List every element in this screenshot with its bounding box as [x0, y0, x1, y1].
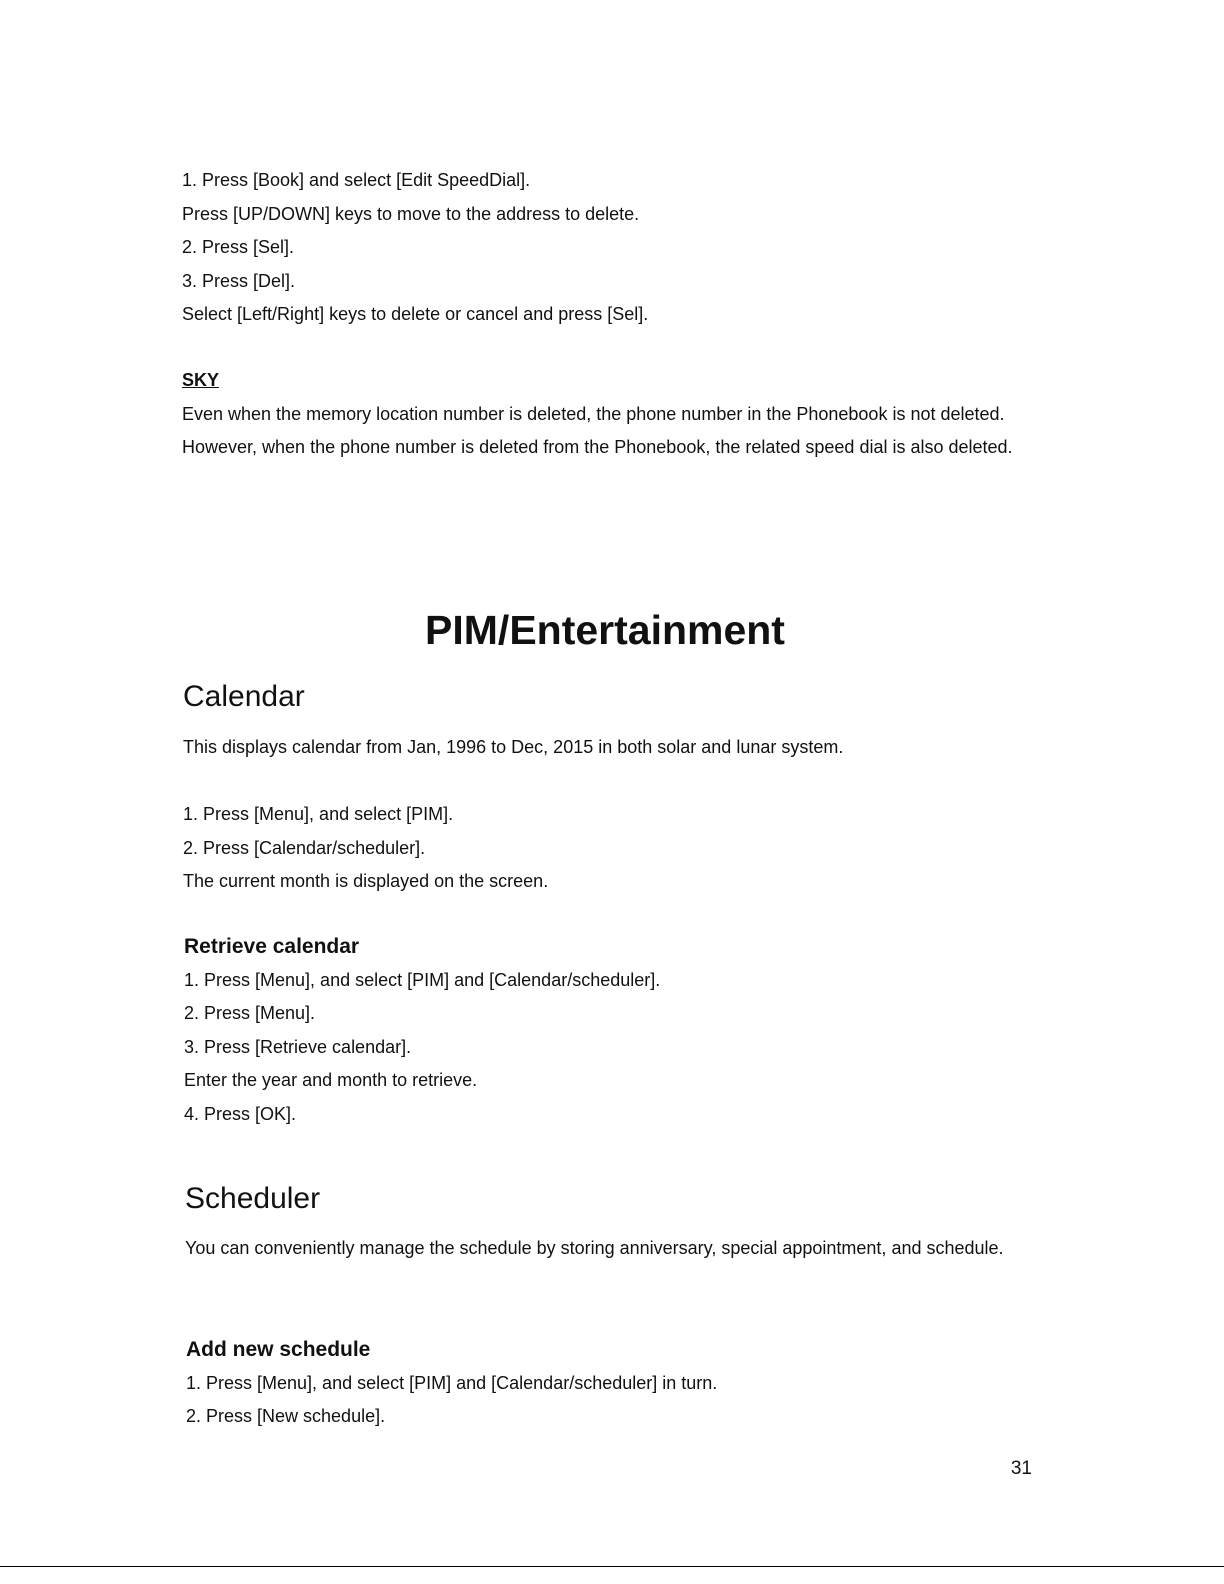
note-paragraph: However, when the phone number is deleted from the Phonebook, the related speed dial is also deleted.	[182, 437, 1013, 457]
step-line: The current month is displayed on the screen.	[183, 871, 549, 891]
calendar-heading: Calendar	[183, 680, 305, 713]
step-line: Press [UP/DOWN] keys to move to the address to delete.	[182, 203, 640, 224]
page-number: 31	[1010, 1458, 1032, 1479]
calendar-intro-block	[183, 731, 1029, 765]
retrieve-calendar-section	[184, 930, 1030, 1131]
step-line: 1. Press [Book] and select [Edit SpeedDial].	[182, 170, 531, 190]
note-label: SKY	[182, 370, 220, 390]
note-paragraph: Even when the memory location number is deleted, the phone number in the Phonebook is not deleted.	[182, 403, 1005, 424]
step-line: 4. Press [OK].	[184, 1103, 297, 1124]
step-line: 2. Press [Sel].	[182, 237, 295, 257]
step-line: 2. Press [New schedule].	[186, 1406, 386, 1426]
step-line: 2. Press [Menu].	[184, 1003, 316, 1023]
step-line: 1. Press [Menu], and select [PIM] and [Calendar/scheduler] in turn.	[186, 1372, 718, 1393]
step-line: 2. Press [Calendar/scheduler].	[183, 837, 426, 858]
add-new-schedule-section	[186, 1333, 1032, 1434]
calendar-section	[183, 677, 1029, 717]
scheduler-heading: Scheduler	[185, 1182, 321, 1215]
scheduler-intro-block	[185, 1232, 1029, 1266]
note-block	[182, 364, 1026, 465]
step-line: Enter the year and month to retrieve.	[184, 1070, 478, 1090]
retrieve-calendar-heading: Retrieve calendar	[184, 935, 360, 958]
step-line: 3. Press [Del].	[182, 270, 296, 291]
bottom-divider	[0, 1566, 1224, 1567]
add-new-schedule-heading: Add new schedule	[186, 1338, 371, 1361]
calendar-steps	[183, 798, 1029, 899]
calendar-intro: This displays calendar from Jan, 1996 to Dec, 2015 in both solar and lunar system.	[183, 737, 844, 757]
step-line: 1. Press [Menu], and select [PIM].	[183, 804, 454, 824]
scheduler-section	[185, 1179, 1031, 1219]
speed-dial-delete-steps	[182, 164, 1028, 332]
step-line: 1. Press [Menu], and select [PIM] and [Calendar/scheduler].	[184, 969, 661, 990]
step-line: Select [Left/Right] keys to delete or cancel and press [Sel].	[182, 304, 649, 324]
step-line: 3. Press [Retrieve calendar].	[184, 1036, 412, 1057]
scheduler-intro: You can conveniently manage the schedule by storing anniversary, special appointment, and schedule.	[185, 1238, 1004, 1258]
chapter-title: PIM/Entertainment	[425, 607, 785, 653]
